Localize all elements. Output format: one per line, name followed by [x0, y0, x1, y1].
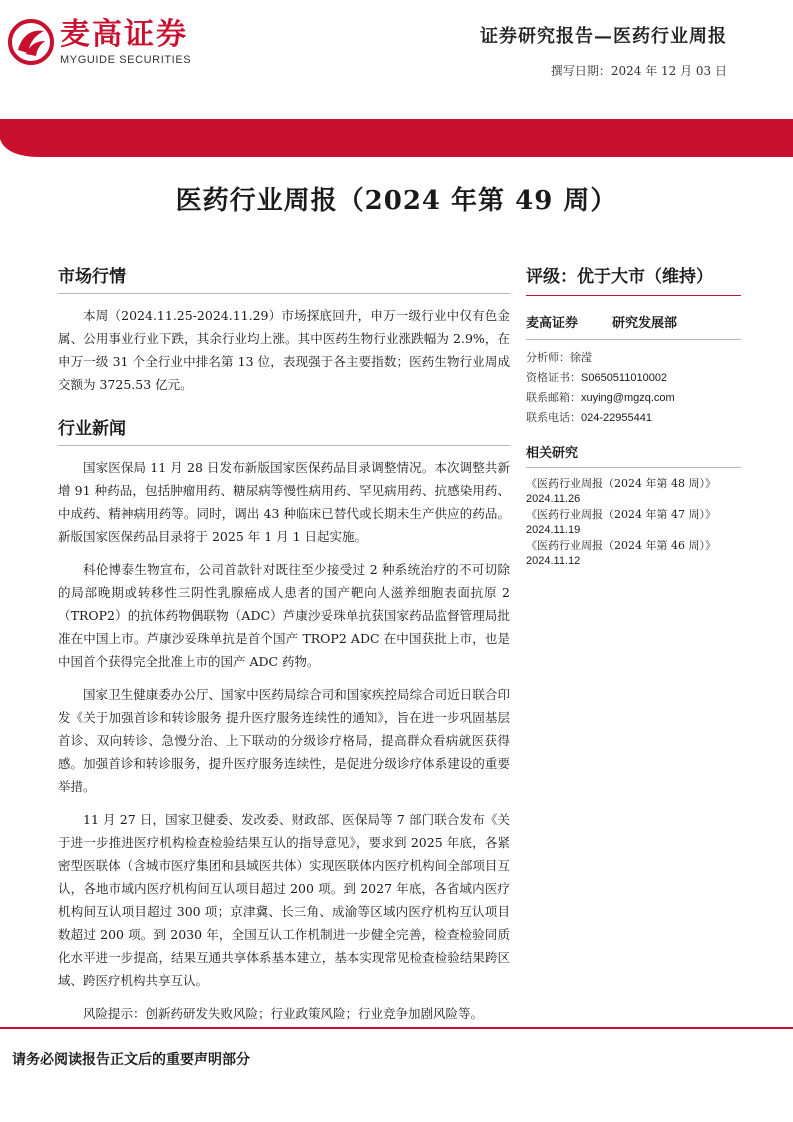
dept-name: 研究发展部 — [612, 316, 678, 331]
phone-row — [526, 408, 741, 428]
risk-warning: 风险提示：创新药研发失败风险；行业政策风险；行业竞争加剧风险等。 — [83, 1006, 484, 1021]
related-title[interactable]: 《医药行业周报（2024 年第 47 周）》 — [526, 508, 716, 521]
phone-label: 联系电话： — [526, 411, 581, 424]
brand-logo — [8, 18, 191, 66]
section-heading-news — [58, 414, 510, 439]
report-date: 撰写日期：2024 年 12 月 03 日 — [550, 64, 727, 78]
phone-value: 024-22955441 — [581, 412, 652, 424]
footer-notice: 请务必阅读报告正文后的重要声明部分 — [12, 1052, 250, 1068]
related-item[interactable] — [526, 476, 741, 507]
brand-name-en: MYGUIDE SECURITIES — [60, 54, 192, 66]
related-item[interactable] — [526, 507, 741, 538]
main-content — [58, 262, 510, 1038]
analyst-name: 徐滢 — [570, 351, 592, 364]
related-title[interactable]: 《医药行业周报（2024 年第 48 周）》 — [526, 477, 716, 490]
news-paragraph-4: 11 月 27 日，国家卫健委、发改委、财政部、医保局等 7 部门联合发布《关于进一步推进医疗机构检查检验结果互认的指导意见》，要求到 2025 年底，各紧密型医联体（含城市医疗集团和县域医共体）实现医联体内医疗机构间全部项目互认，各地市域内医疗机构间互认项目超过 200 项。到 2027 年底，各省域内医疗机构间互认项目超过 300 项；京津冀、长三角、成渝等区域内医疗机构互认项目数超过 200 项。到 2030 年，全国互认工作机制进一步健全完善，检查检验同质化水平进一步提高，结果互通共享体系基本建立，基本实现常见检查检验结果跨区域、跨医疗机构共享互认。 — [58, 812, 510, 988]
dept-divider — [526, 339, 741, 340]
header-red-band — [0, 119, 793, 157]
news-paragraph-2: 科伦博泰生物宣布，公司首款针对既往至少接受过 2 种系统治疗的不可切除的局部晚期或转移性三阴性乳腺癌成人患者的国产靶向人滋养细胞表面抗原 2（TROP2）的抗体药物偶联物（ADC）芦康沙妥珠单抗获国家药品监督管理局批准在中国上市。芦康沙妥珠单抗是首个国产 TROP2 ADC 在中国获批上市，也是中国首个获得完全批准上市的国产 ADC 药物。 — [58, 562, 510, 669]
email-label: 联系邮箱： — [526, 391, 581, 404]
analyst-row — [526, 348, 741, 368]
section-title-market: 市场行情 — [58, 267, 126, 287]
email-value[interactable]: xuying@mgzq.com — [581, 392, 675, 404]
sidebar — [526, 262, 741, 569]
department — [526, 312, 741, 331]
analyst-label: 分析师： — [526, 351, 570, 364]
rating-divider — [526, 295, 741, 296]
dept-firm: 麦高证券 — [526, 316, 579, 331]
brand-name-cn: 麦高证券 — [60, 17, 188, 52]
related-date: 2024.11.19 — [526, 523, 581, 536]
news-paragraph-1: 国家医保局 11 月 28 日发布新版国家医保药品目录调整情况。本次调整共新增 91 种药品，包括肿瘤用药、糖尿病等慢性病用药、罕见病用药、抗感染用药、中成药、精神病用药等。同时，调出 43 种临床已替代或长期未生产供应的药品。新版国家医保药品目录将于 2025 年 1 月 1 日起实施。 — [58, 460, 510, 544]
related-research-heading: 相关研究 — [526, 446, 579, 461]
related-item[interactable] — [526, 538, 741, 569]
section-divider — [58, 293, 510, 294]
rating: 评级：优于大市（维持） — [526, 267, 713, 287]
section-divider — [58, 445, 510, 446]
cert-value: S0650511010002 — [581, 372, 668, 384]
related-divider — [526, 467, 741, 468]
related-title[interactable]: 《医药行业周报（2024 年第 46 周）》 — [526, 539, 716, 552]
news-paragraph-3: 国家卫生健康委办公厅、国家中医药局综合司和国家疾控局综合司近日联合印发《关于加强首诊和转诊服务 提升医疗服务连续性的通知》，旨在进一步巩固基层首诊、双向转诊、急慢分治、上下联动的分级诊疗格局，提高群众看病就医获得感。加强首诊和转诊服务，提升医疗服务连续性，是促进分级诊疗体系建设的重要举措。 — [58, 687, 510, 794]
page-title: 医药行业周报（2024 年第 49 周） — [175, 186, 618, 216]
section-heading-market — [58, 262, 510, 287]
related-date: 2024.11.12 — [526, 554, 581, 567]
cert-label: 资格证书： — [526, 371, 581, 384]
market-paragraph: 本周（2024.11.25-2024.11.29）市场探底回升，申万一级行业中仅有色金属、公用事业行业下跌，其余行业均上涨。其中医药生物行业涨跌幅为 2.9%，在申万一级 31 个全行业中排名第 13 位，表现强于各主要指数；医药生物行业周成交额为 3725.53 亿元。 — [58, 308, 510, 392]
footer-divider — [0, 1027, 793, 1029]
cert-row — [526, 368, 741, 388]
logo-mark-icon — [8, 19, 54, 65]
section-title-news: 行业新闻 — [58, 419, 126, 439]
related-date: 2024.11.26 — [526, 492, 581, 505]
report-type: 证券研究报告—医药行业周报 — [480, 26, 727, 47]
email-row — [526, 388, 741, 408]
